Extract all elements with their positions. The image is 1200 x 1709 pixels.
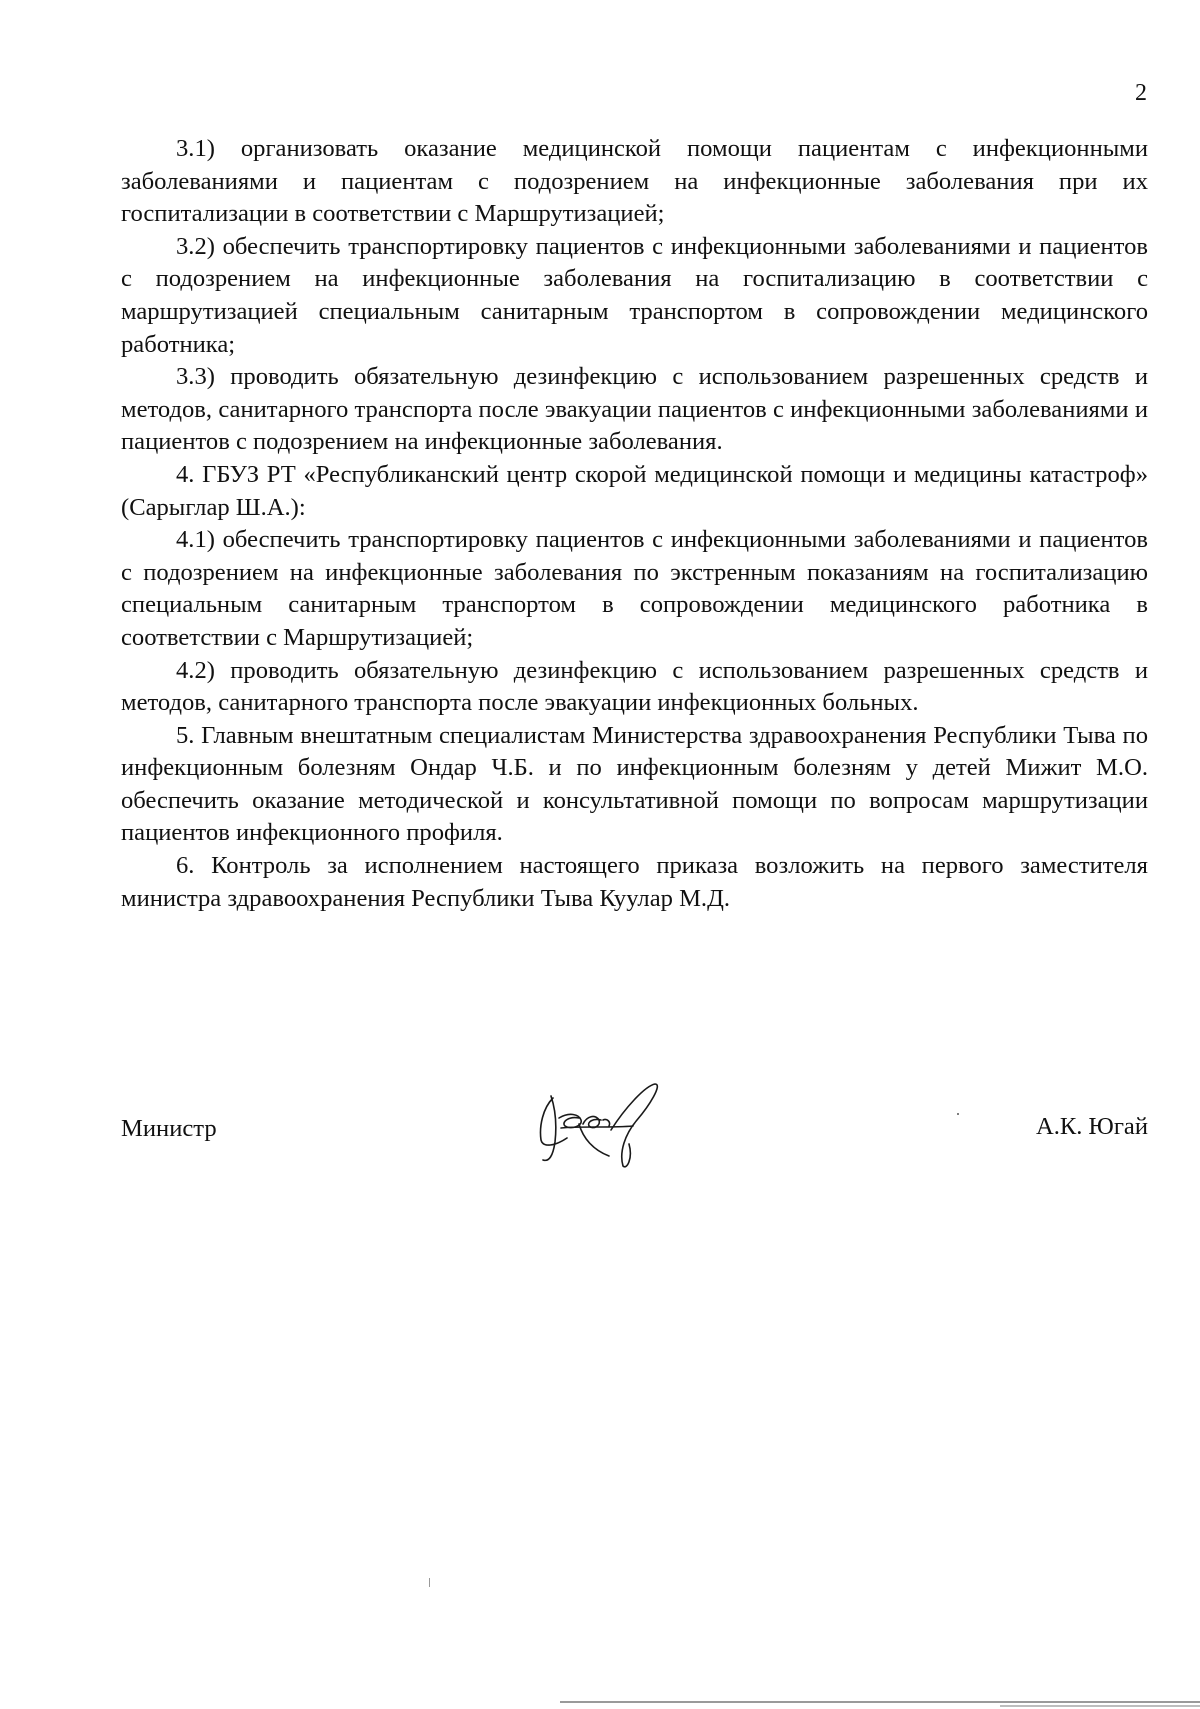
handwritten-signature-icon (521, 1078, 671, 1173)
paragraph-4-2: 4.2) проводить обязательную дезинфекцию с использованием разрешенных средств и методов, санитарного транспорта после эвакуации инфекционных больных. (121, 656, 1148, 717)
paragraph-3-1: 3.1) организовать оказание медицинской помощи пациентам с инфекционными заболеваниями и пациентам с подозрением на инфекционные заболевания при их госпитализации в соответствии с Маршрутизацией; (121, 135, 1148, 228)
signatory-title: Министр (121, 1115, 217, 1142)
scan-speck (957, 1113, 959, 1115)
paragraph-3-2: 3.2) обеспечить транспортировку пациентов с инфекционными заболеваниями и пациентов с подозрением на инфекционные заболевания на госпитализацию в соответствии с маршрутизацией специальным санитарным транспортом в сопровождении медицинского работника; (121, 232, 1148, 358)
signature-block (121, 1090, 1148, 1190)
page-number: 2 (1135, 80, 1147, 106)
paragraph-5: 5. Главным внештатным специалистам Министерства здравоохранения Республики Тыва по инфекционным болезням Ондар Ч.Б. и по инфекционным болезням у детей Мижит М.О. обеспечить оказание методической и консультативной помощи по вопросам маршрутизации пациентов инфекционного профиля. (121, 721, 1148, 847)
paragraph-4: 4. ГБУЗ РТ «Республиканский центр скорой медицинской помощи и медицины катастроф» (Сарыглар Ш.А.): (121, 460, 1148, 521)
paragraph-6: 6. Контроль за исполнением настоящего приказа возложить на первого заместителя министра здравоохранения Республики Тыва Куулар М.Д. (121, 852, 1148, 912)
scan-edge-line (1000, 1705, 1200, 1707)
signatory-name: А.К. Югай (1035, 1113, 1148, 1140)
scan-edge-line (560, 1701, 1200, 1703)
paragraph-4-1: 4.1) обеспечить транспортировку пациентов с инфекционными заболеваниями и пациентов с подозрением на инфекционные заболевания по экстренным показаниям на госпитализацию специальным санитарным транспортом в сопровождении медицинского работника в соответствии с Маршрутизацией; (121, 526, 1148, 651)
scan-speck (429, 1578, 430, 1587)
paragraph-3-3: 3.3) проводить обязательную дезинфекцию с использованием разрешенных средств и методов, санитарного транспорта после эвакуации пациентов с инфекционными заболеваниями и пациентов с подозрением на инфекционные заболевания. (121, 363, 1148, 456)
document-body (121, 133, 1148, 915)
